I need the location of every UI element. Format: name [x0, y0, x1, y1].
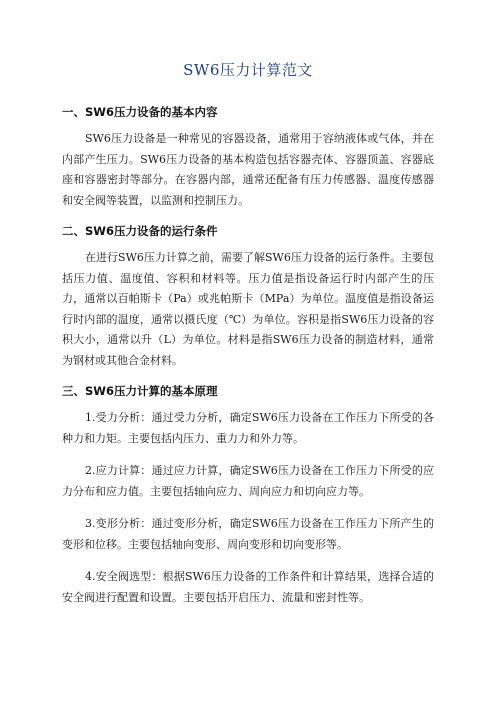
section-heading: 二、SW6压力设备的运行条件 [62, 224, 218, 238]
section-heading: 三、SW6压力计算的基本原理 [62, 384, 218, 398]
paragraph: 3.变形分析：通过变形分析，确定SW6压力设备在工作压力下所产生的变形和位移。主要包括轴向变形、周向变形和切向变形等。 [62, 517, 434, 551]
paragraph: 1.受力分析：通过受力分析，确定SW6压力设备在工作压力下所受的各种力和力矩。主要包括内压力、重力力和外力等。 [62, 411, 434, 445]
paragraph: SW6压力设备是一种常见的容器设备，通常用于容纳液体或气体，并在内部产生压力。SW6压力设备的基本构造包括容器壳体、容器顶盖、容器底座和容器密封等部分。在容器内部，通常还配备有压力传感器、温度传感器和安全阀等装置，以监测和控制压力。 [62, 132, 434, 207]
section-calculation-principles [62, 383, 434, 608]
document-title: SW6压力计算范文 [183, 61, 313, 79]
section-basic-content [62, 104, 434, 211]
paragraph: 4.安全阀选型：根据SW6压力设备的工作条件和计算结果，选择合适的安全阀进行配置和设置。主要包括开启压力、流量和密封性等。 [62, 570, 434, 604]
section-heading: 一、SW6压力设备的基本内容 [62, 105, 218, 119]
paragraph: 在进行SW6压力计算之前，需要了解SW6压力设备的运行条件。主要包括压力值、温度值、容积和材料等。压力值是指设备运行时内部产生的压力，通常以百帕斯卡（Pa）或兆帕斯卡（MPa）为单位。温度值是指设备运行时内部的温度，通常以摄氏度（℃）为单位。容积是指SW6压力设备的容积大小，通常以升（L）为单位。材料是指SW6压力设备的制造材料，通常为钢材或其他合金材料。 [62, 251, 434, 367]
section-operating-conditions [62, 223, 434, 371]
paragraph: 2.应力计算：通过应力计算，确定SW6压力设备在工作压力下所受的应力分布和应力值。主要包括轴向应力、周向应力和切向应力等。 [62, 464, 434, 498]
